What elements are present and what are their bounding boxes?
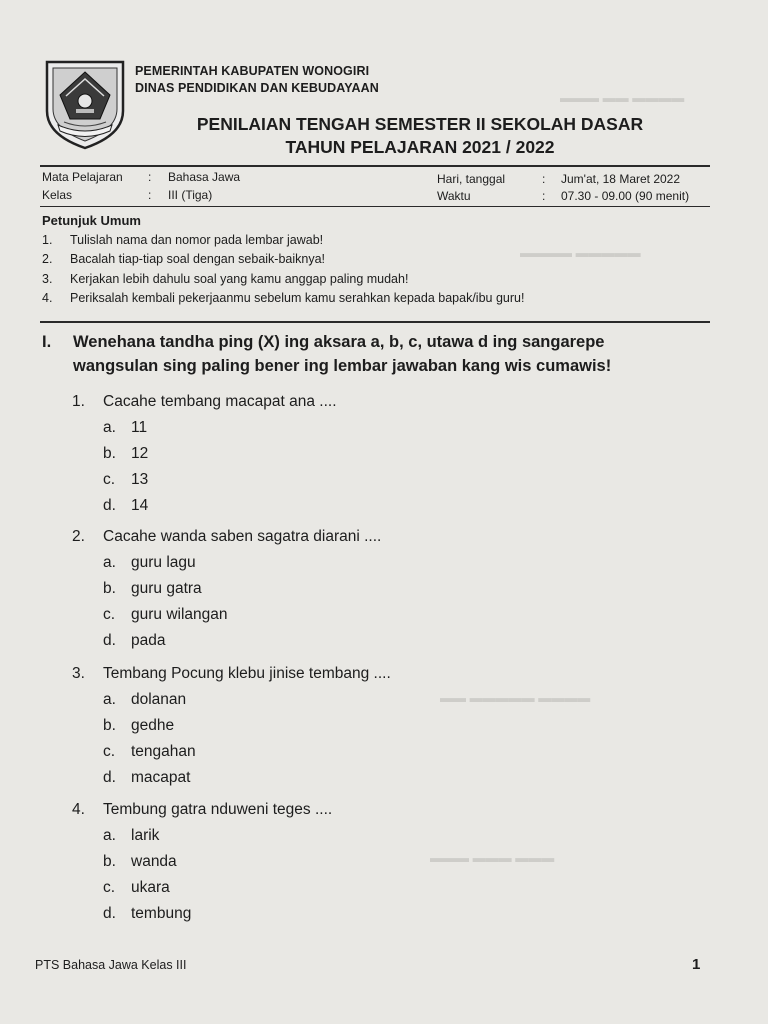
option-letter: b. <box>103 445 116 462</box>
gov-line-2: DINAS PENDIDIKAN DAN KEBUDAYAAN <box>135 81 379 95</box>
option-letter: c. <box>103 471 116 488</box>
option-text: larik <box>131 827 160 844</box>
instructions-heading: Petunjuk Umum <box>42 213 141 228</box>
section-instruction <box>73 330 722 378</box>
question-number: 3. <box>72 665 85 682</box>
option-d <box>72 765 391 791</box>
option-letter: b. <box>103 580 116 597</box>
option-letter: c. <box>103 606 116 623</box>
bleed-through-decoration: ▬▬▬▬▬ ▬▬▬▬ <box>520 245 641 260</box>
option-letter: c. <box>103 879 116 896</box>
instructions-divider <box>40 321 710 323</box>
option-b <box>72 849 332 875</box>
instruction-item <box>42 289 722 309</box>
option-text: ukara <box>131 879 170 896</box>
option-letter: b. <box>103 717 116 734</box>
instruction-number: 4. <box>42 291 53 305</box>
government-header <box>135 63 379 97</box>
wonogiri-crest-logo <box>44 59 126 151</box>
header-divider-bottom <box>40 206 710 207</box>
page-footer-label: PTS Bahasa Jawa Kelas III <box>35 958 187 972</box>
question-stem <box>72 661 391 687</box>
section-heading <box>42 330 722 378</box>
date-colon: : <box>542 172 546 186</box>
section-instruction-line-2: wangsulan sing paling bener ing lembar jawaban kang wis cumawis! <box>73 357 612 375</box>
question-stem <box>72 797 332 823</box>
option-d <box>72 628 381 654</box>
exam-title-line-1: PENILAIAN TENGAH SEMESTER II SEKOLAH DASAR <box>196 114 644 134</box>
instruction-number: 2. <box>42 252 53 266</box>
option-a <box>72 415 337 441</box>
question-3 <box>72 661 391 791</box>
option-text: 11 <box>131 419 148 436</box>
question-2 <box>72 524 381 654</box>
option-letter: b. <box>103 853 116 870</box>
question-stem <box>72 524 381 550</box>
option-letter: d. <box>103 905 116 922</box>
question-number: 4. <box>72 801 85 818</box>
time-value: 07.30 - 09.00 (90 menit) <box>561 189 690 203</box>
option-text: tengahan <box>131 743 196 760</box>
time-colon: : <box>542 189 546 203</box>
option-letter: d. <box>103 632 116 649</box>
date-value: Jum'at, 18 Maret 2022 <box>561 172 681 186</box>
option-text: tembung <box>131 905 192 922</box>
question-text: Tembang Pocung klebu jinise tembang .... <box>103 665 391 682</box>
general-instructions <box>42 211 722 309</box>
question-text: Cacahe wanda saben sagatra diarani .... <box>103 528 382 545</box>
option-letter: a. <box>103 419 116 436</box>
option-a <box>72 687 391 713</box>
exam-title-line-2: TAHUN PELAJARAN 2021 / 2022 <box>285 137 555 157</box>
option-c <box>72 875 332 901</box>
exam-title <box>150 113 690 159</box>
option-text: pada <box>131 632 166 649</box>
instruction-text: Tulislah nama dan nomor pada lembar jawab! <box>70 232 324 247</box>
option-text: guru wilangan <box>131 606 228 623</box>
question-1 <box>72 389 337 519</box>
instruction-text: Periksalah kembali pekerjaanmu sebelum kamu serahkan kepada bapak/ibu guru! <box>70 291 525 305</box>
option-letter: a. <box>103 691 116 708</box>
option-letter: a. <box>103 827 116 844</box>
option-text: gedhe <box>131 717 175 734</box>
option-text: macapat <box>131 769 191 786</box>
option-text: 12 <box>131 445 149 462</box>
class-value: III (Tiga) <box>168 188 213 202</box>
option-letter: d. <box>103 497 116 514</box>
option-a <box>72 550 381 576</box>
header-divider-top <box>40 165 710 167</box>
option-text: 14 <box>131 497 149 514</box>
section-instruction-line-1: Wenehana tandha ping (X) ing aksara a, b, c, utawa d ing sangarepe <box>73 333 605 351</box>
bleed-through-decoration: ▬▬▬▬ ▬▬ ▬▬▬ <box>560 90 685 105</box>
instruction-text: Bacalah tiap-tiap soal dengan sebaik-baiknya! <box>70 252 326 266</box>
option-c <box>72 467 337 493</box>
instruction-item <box>42 250 722 270</box>
gov-line-1: PEMERINTAH KABUPATEN WONOGIRI <box>135 64 370 78</box>
option-text: dolanan <box>131 691 187 708</box>
subject-value: Bahasa Jawa <box>168 170 241 184</box>
class-label: Kelas <box>42 188 73 202</box>
question-4 <box>72 797 332 927</box>
question-text: Cacahe tembang macapat ana .... <box>103 393 337 410</box>
instruction-number: 1. <box>42 232 53 247</box>
subject-label: Mata Pelajaran <box>42 170 123 184</box>
date-label: Hari, tanggal <box>437 172 506 186</box>
option-b <box>72 441 337 467</box>
subject-colon: : <box>148 170 152 184</box>
question-stem <box>72 389 337 415</box>
page-number: 1 <box>692 956 701 973</box>
bleed-through-decoration: ▬▬▬▬ ▬▬▬▬▬ ▬▬ <box>440 690 591 705</box>
question-text: Tembung gatra nduweni teges .... <box>103 801 333 818</box>
option-text: wanda <box>131 853 177 870</box>
option-c <box>72 739 391 765</box>
option-letter: d. <box>103 769 116 786</box>
question-number: 2. <box>72 528 85 545</box>
instruction-item <box>42 231 722 251</box>
option-letter: a. <box>103 554 116 571</box>
question-number: 1. <box>72 393 85 410</box>
option-c <box>72 602 381 628</box>
option-d <box>72 493 337 519</box>
instruction-text: Kerjakan lebih dahulu soal yang kamu anggap paling mudah! <box>70 271 409 286</box>
option-text: 13 <box>131 471 149 488</box>
bleed-through-decoration: ▬▬▬ ▬▬▬ ▬▬▬ <box>430 850 555 865</box>
option-d <box>72 901 332 927</box>
instruction-item <box>42 270 722 290</box>
section-number: I. <box>42 333 52 351</box>
option-letter: c. <box>103 743 116 760</box>
instructions-list <box>42 231 722 309</box>
time-label: Waktu <box>437 189 471 203</box>
instruction-number: 3. <box>42 271 53 286</box>
option-text: guru gatra <box>131 580 202 597</box>
option-text: guru lagu <box>131 554 196 571</box>
option-a <box>72 823 332 849</box>
option-b <box>72 576 381 602</box>
class-colon: : <box>148 188 152 202</box>
option-b <box>72 713 391 739</box>
